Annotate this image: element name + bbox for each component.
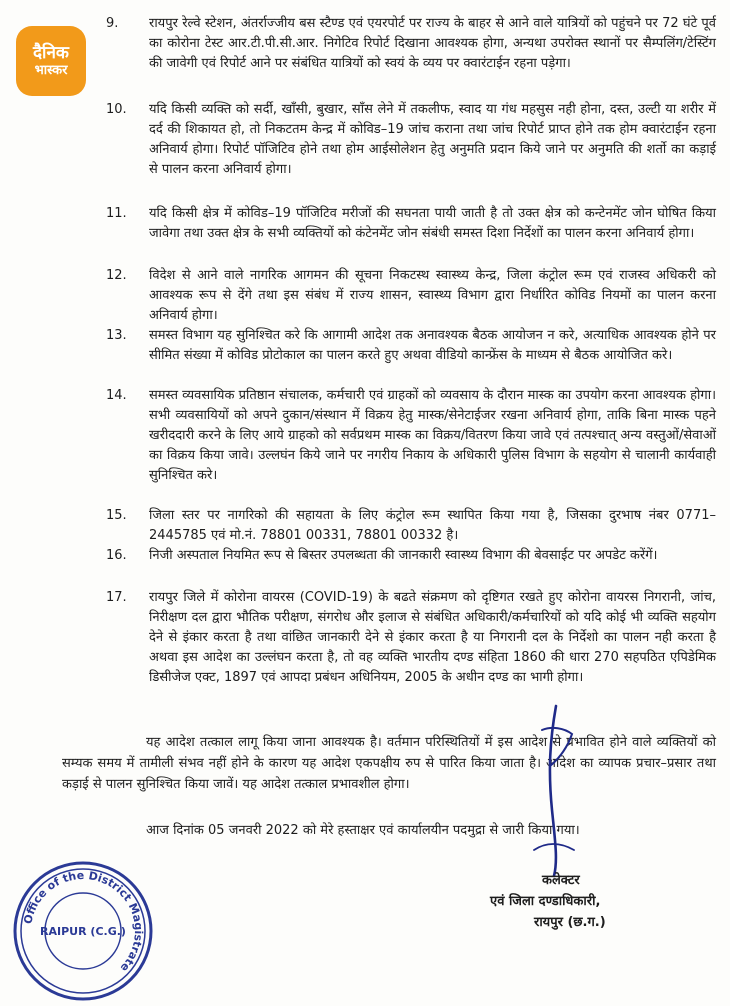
closing-paragraph: यह आदेश तत्काल लागू किया जाना आवश्यक है। वर्तमान परिस्थितियों में इस आदेश से प्रभावित होने वाले व्यक्तियों को सम्यक समय में तामीली संभव नहीं होने के कारण यह आदेश एकपक्षीय रुप से पारित किया जाता है। आदेश का व्यापक प्रचार–प्रसार तथा कड़ाई से पालन सुनिश्चित किया जावें। यह आदेश तत्काल प्रभावशील होगा। [62, 735, 716, 792]
item-number: 10. [106, 102, 127, 117]
item-text: रायपुर जिले में कोरोना वायरस (COVID-19) के बढते संक्रमण को दृष्टिगत रखते हुए कोरोना वायरस निगरानी, जांच, निरीक्षण दल द्वारा भौतिक परीक्षण, संगरोध और इलाज से संबंधित अधिकारी/कर्मचारियों को यदि कोई भी व्यक्ति सहयोग देने से इंकार करता है तथा वांछित जानकारी देने से इंकार करता है या निगरानी दल के निर्देशो का पालन नही करता है अथवा इस आदेश का उल्लंघन करता है, तो वह व्यक्ति भारतीय दण्ड संहिता 1860 की धारा 270 सहपठित एपिडेमिक डिसीजेज एक्ट, 1897 एवं आपदा प्रबंधन अधिनियम, 2005 के अधीन दण्ड का भागी होगा। [149, 590, 716, 685]
item-number: 13. [106, 328, 127, 343]
item-number: 11. [106, 206, 127, 221]
item-number: 16. [106, 548, 127, 563]
handwritten-signature [520, 700, 620, 880]
item-text: समस्त व्यवसायिक प्रतिष्ठान संचालक, कर्मचारी एवं ग्राहकों को व्यवसाय के दौरान मास्क का उपयोग करना आवश्यक होगा। सभी व्यवसायियों को अपने दुकान/संस्थान में विक्रय हेतु मास्क/सेनेटाईजर रखना अनिवार्य होगा, ताकि बिना मास्क पहने खरीददारी करने के लिए आये ग्राहको को सर्वप्रथम मास्क का विक्रय/वितरण किया जावे एवं तत्पश्चात् अन्य वस्तुओं/सेवाओं का विक्रय किया जावे। उल्लघंन किये जाने पर नगरीय निकाय के अधिकारी पुलिस विभाग के सहयोग से चालानी कार्यवाही सुनिश्चित करे। [149, 388, 716, 483]
issue-date-line: आज दिनांक 05 जनवरी 2022 को मेरे हस्ताक्षर एवं कार्यालयीन पदमुद्रा से जारी किया गया। [146, 823, 580, 838]
item-number: 14. [106, 388, 127, 403]
item-text: जिला स्तर पर नागरिको की सहायता के लिए कंट्रोल रूम स्थापित किया गया है, जिसका दुरभाष नंबर 0771– 2445785 एवं मो.नं. 78801 00331, 78801 00332 है। [149, 508, 716, 543]
signatory-title: कलेक्टर [542, 873, 580, 888]
item-number: 15. [106, 508, 127, 523]
logo-line1: दैनिक [33, 43, 69, 63]
item-text: निजी अस्पताल नियमित रूप से बिस्तर उपलब्धता की जानकारी स्वास्थ्य विभाग की बेवसाईट पर अपडेट करेंगें। [149, 548, 658, 563]
svg-text:Office of the District Magistr: Office of the District Magistrate [21, 868, 146, 975]
dainik-bhaskar-logo [16, 26, 86, 96]
item-text: यदि किसी व्यक्ति को सर्दी, खाँसी, बुखार, साँस लेने में तकलीफ, स्वाद या गंध महसुस नही होना, दस्त, उल्टी या शरीर में दर्द की शिकायत हो, तो निकटतम केन्द्र में कोविड–19 जांच कराना तथा जांच रिपोर्ट प्राप्त होने तक होम क्वारंटाईन रहना अनिवार्य होगा। रिपोर्ट पॉजिटिव होने तथा होम आईसोलेशन हेतु अनुमति प्रदान किये जाने पर अनुमति की शर्तो का कड़ाई से पालन करना अनिवार्य होगा। [149, 102, 716, 177]
logo-line2: भास्कर [34, 63, 68, 78]
item-number: 17. [106, 590, 127, 605]
item-text: यदि किसी क्षेत्र में कोविड–19 पॉजिटिव मरीजों की सघनता पायी जाती है तो उक्त क्षेत्र को कन्टेनमेंट जोन घोषित किया जावेगा तथा उक्त क्षेत्र के सभी व्यक्तियों को कंटेनमेंट जोन संबंधी समस्त दिशा निर्देशों का पालन करना अनिवार्य होगा। [149, 206, 716, 241]
item-text: विदेश से आने वाले नागरिक आगमन की सूचना निकटस्थ स्वास्थ्य केन्द्र, जिला कंट्रोल रूम एवं राजस्व अधिकरी को आवश्यक रूप से देंगे तथा इस संबंध में राज्य शासन, स्वास्थ्य विभाग द्वारा निर्धारित कोविड नियमों का पालन करना अनिवार्य होगा। [149, 268, 716, 323]
svg-text:RAIPUR (C.G.): RAIPUR (C.G.) [40, 925, 126, 938]
item-text: समस्त विभाग यह सुनिश्चित करे कि आगामी आदेश तक अनावश्यक बैठक आयोजन न करे, अत्याधिक आवश्यक होने पर सीमित संख्या में कोविड प्रोटोकाल का पालन करते हुए अथवा वीडियो कान्फ्रेंस के माध्यम से बैठक आयोजित करे। [149, 328, 716, 363]
item-number: 9. [106, 16, 119, 31]
item-text: रायपुर रेल्वे स्टेशन, अंतर्राज्जीय बस स्टैण्ड एवं एयरपोर्ट पर राज्य के बाहर से आने वाले यात्रियों को पहुंचने पर 72 घंटे पूर्व का कोरोना टेस्ट आर.टी.पी.सी.आर. निगेटिव रिपोर्ट दिखाना आवश्यक होगा, अन्यथा उपरोक्त स्थानों पर सैम्पलिंग/टेस्टिंग की जावेगी एवं रिपोर्ट आने पर संबंधित यात्रियों को स्वयं के व्यय पर क्वारंटाईन रहना पड़ेगा। [149, 16, 716, 71]
signatory-place: रायपुर (छ.ग.) [534, 915, 606, 930]
item-number: 12. [106, 268, 127, 283]
district-magistrate-seal [8, 856, 158, 1006]
signature-block [490, 870, 710, 933]
signatory-designation: एवं जिला दण्डाधिकारी, [490, 894, 601, 909]
